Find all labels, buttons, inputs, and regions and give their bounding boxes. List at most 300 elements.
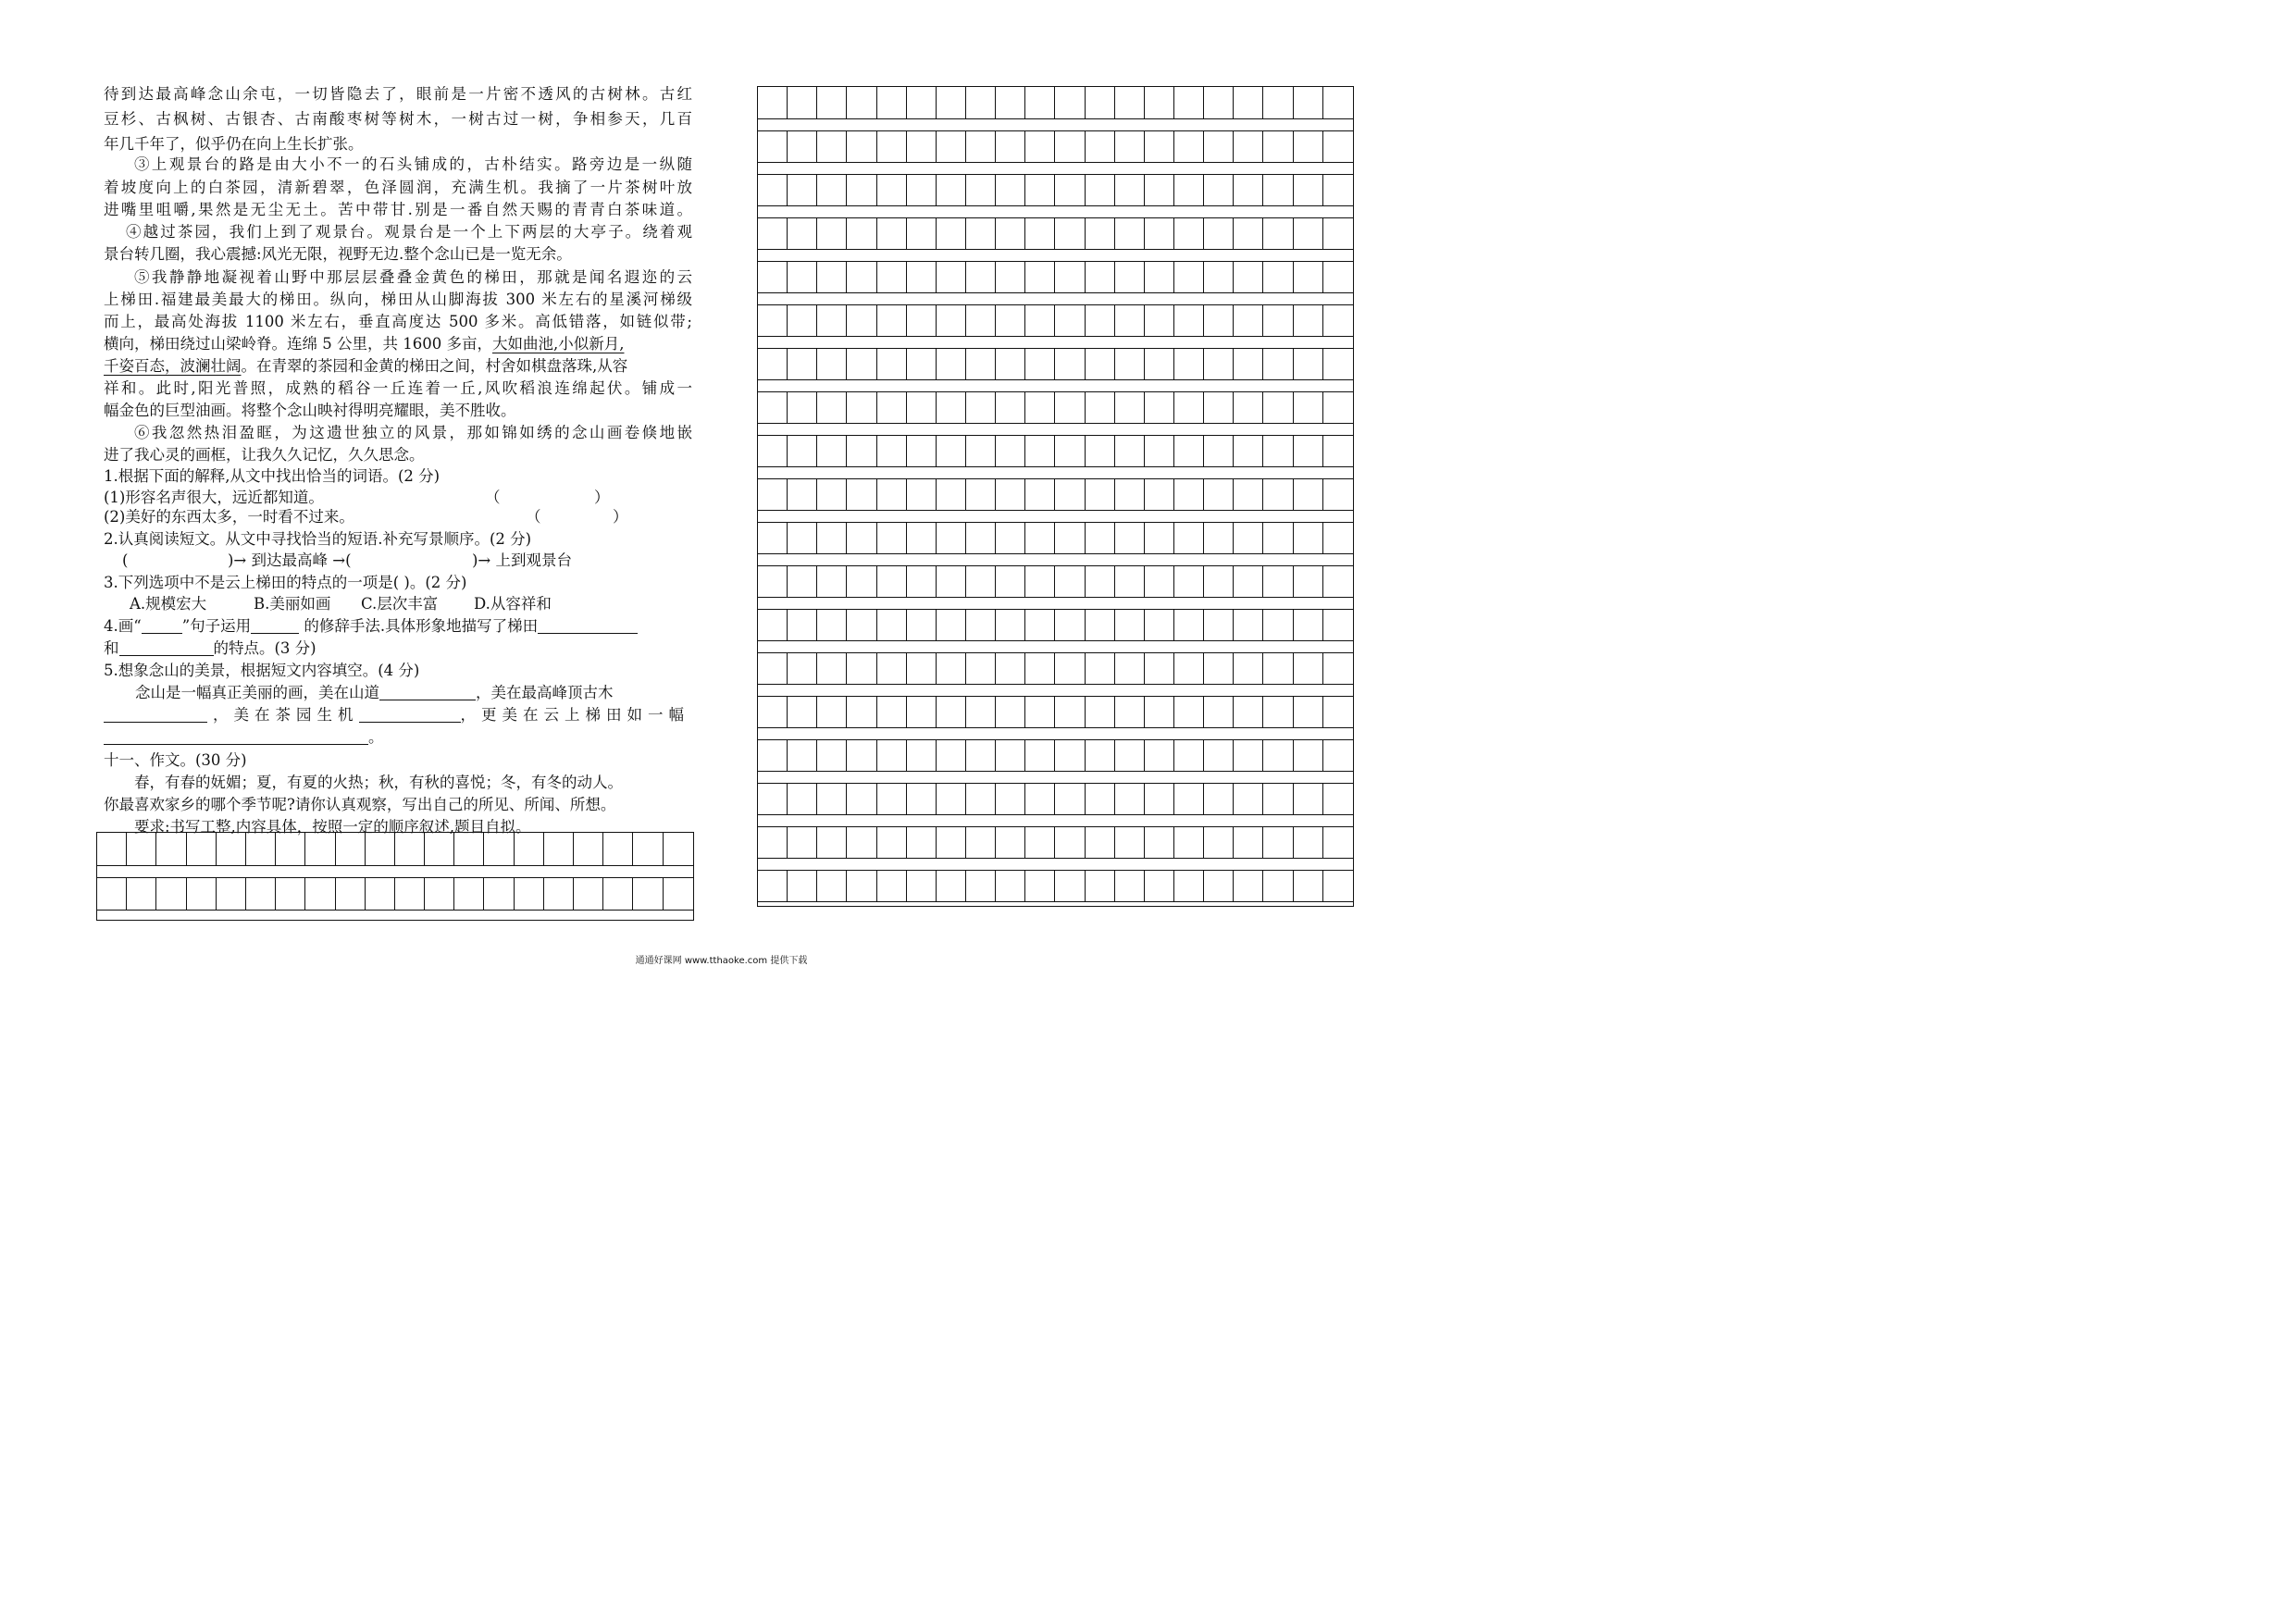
grid-cell[interactable] [1025, 652, 1055, 685]
grid-cell[interactable] [1263, 435, 1293, 467]
grid-cell[interactable] [847, 130, 876, 163]
grid-cell[interactable] [937, 652, 966, 685]
grid-cell[interactable] [996, 522, 1025, 554]
grid-cell[interactable] [1204, 783, 1234, 815]
grid-cell[interactable] [1086, 565, 1115, 598]
grid-cell[interactable] [1294, 696, 1323, 728]
grid-cell[interactable] [1294, 652, 1323, 685]
grid-cell[interactable] [1025, 217, 1055, 250]
grid-cell[interactable] [1263, 783, 1293, 815]
grid-cell[interactable] [907, 130, 937, 163]
grid-cell[interactable] [1086, 870, 1115, 902]
grid-cell[interactable] [966, 783, 996, 815]
grid-cell[interactable] [877, 870, 907, 902]
grid-cell[interactable] [664, 877, 693, 911]
grid-cell[interactable] [996, 652, 1025, 685]
grid-cell[interactable] [1025, 174, 1055, 206]
grid-cell[interactable] [276, 833, 305, 866]
grid-cell[interactable] [847, 652, 876, 685]
grid-cell[interactable] [966, 87, 996, 119]
grid-cell[interactable] [1145, 261, 1174, 293]
grid-cell[interactable] [1055, 783, 1085, 815]
grid-cell[interactable] [937, 696, 966, 728]
grid-cell[interactable] [1234, 261, 1263, 293]
grid-cell[interactable] [937, 522, 966, 554]
grid-cell[interactable] [996, 565, 1025, 598]
grid-cell[interactable] [1115, 130, 1145, 163]
grid-cell[interactable] [1055, 609, 1085, 641]
grid-cell[interactable] [817, 609, 847, 641]
grid-cell[interactable] [1086, 609, 1115, 641]
grid-cell[interactable] [1204, 826, 1234, 859]
grid-cell[interactable] [1055, 217, 1085, 250]
grid-cell[interactable] [1174, 348, 1204, 380]
grid-cell[interactable] [788, 261, 817, 293]
grid-cell[interactable] [758, 304, 788, 337]
grid-cell[interactable] [788, 522, 817, 554]
grid-cell[interactable] [758, 87, 788, 119]
grid-cell[interactable] [1025, 478, 1055, 511]
grid-cell[interactable] [877, 739, 907, 772]
grid-cell[interactable] [127, 833, 156, 866]
grid-cell[interactable] [1025, 261, 1055, 293]
grid-cell[interactable] [758, 783, 788, 815]
grid-cell[interactable] [1115, 696, 1145, 728]
grid-cell[interactable] [1234, 522, 1263, 554]
grid-cell[interactable] [1323, 348, 1353, 380]
grid-cell[interactable] [1263, 565, 1293, 598]
grid-cell[interactable] [817, 783, 847, 815]
grid-cell[interactable] [187, 833, 217, 866]
grid-cell[interactable] [817, 870, 847, 902]
grid-cell[interactable] [1115, 826, 1145, 859]
grid-cell[interactable] [966, 652, 996, 685]
grid-cell[interactable] [817, 130, 847, 163]
answer-blank[interactable] [104, 729, 368, 745]
writing-grid-left[interactable] [96, 832, 694, 921]
grid-cell[interactable] [1263, 696, 1293, 728]
grid-cell[interactable] [1234, 87, 1263, 119]
grid-cell[interactable] [996, 696, 1025, 728]
grid-cell[interactable] [246, 877, 276, 911]
grid-cell[interactable] [1263, 826, 1293, 859]
grid-cell[interactable] [1234, 478, 1263, 511]
grid-cell[interactable] [1115, 87, 1145, 119]
grid-cell[interactable] [907, 217, 937, 250]
grid-cell[interactable] [877, 348, 907, 380]
grid-cell[interactable] [937, 130, 966, 163]
grid-cell[interactable] [1263, 522, 1293, 554]
grid-cell[interactable] [788, 478, 817, 511]
grid-cell[interactable] [1294, 609, 1323, 641]
grid-cell[interactable] [937, 435, 966, 467]
grid-cell[interactable] [788, 696, 817, 728]
grid-cell[interactable] [996, 174, 1025, 206]
grid-cell[interactable] [1323, 652, 1353, 685]
grid-cell[interactable] [877, 609, 907, 641]
grid-cell[interactable] [1204, 391, 1234, 424]
grid-cell[interactable] [907, 870, 937, 902]
answer-blank[interactable] [251, 618, 299, 634]
grid-cell[interactable] [1204, 348, 1234, 380]
grid-cell[interactable] [1174, 217, 1204, 250]
grid-cell[interactable] [877, 435, 907, 467]
grid-cell[interactable] [758, 391, 788, 424]
grid-cell[interactable] [1145, 652, 1174, 685]
grid-cell[interactable] [1145, 870, 1174, 902]
grid-cell[interactable] [1025, 522, 1055, 554]
grid-cell[interactable] [1204, 174, 1234, 206]
grid-cell[interactable] [1086, 478, 1115, 511]
grid-cell[interactable] [1323, 522, 1353, 554]
grid-cell[interactable] [1234, 783, 1263, 815]
grid-cell[interactable] [217, 833, 246, 866]
grid-cell[interactable] [484, 833, 514, 866]
grid-cell[interactable] [966, 435, 996, 467]
grid-cell[interactable] [788, 739, 817, 772]
grid-cell[interactable] [1204, 696, 1234, 728]
answer-blank[interactable] [119, 640, 214, 656]
grid-cell[interactable] [633, 877, 663, 911]
grid-cell[interactable] [817, 565, 847, 598]
grid-cell[interactable] [1174, 435, 1204, 467]
grid-cell[interactable] [1234, 870, 1263, 902]
grid-cell[interactable] [817, 739, 847, 772]
grid-cell[interactable] [937, 174, 966, 206]
grid-cell[interactable] [758, 826, 788, 859]
grid-cell[interactable] [966, 348, 996, 380]
grid-cell[interactable] [366, 833, 395, 866]
grid-cell[interactable] [1086, 652, 1115, 685]
grid-cell[interactable] [187, 877, 217, 911]
grid-cell[interactable] [1115, 217, 1145, 250]
grid-cell[interactable] [305, 833, 335, 866]
grid-cell[interactable] [937, 261, 966, 293]
grid-cell[interactable] [1294, 391, 1323, 424]
grid-cell[interactable] [1086, 87, 1115, 119]
grid-cell[interactable] [276, 877, 305, 911]
grid-cell[interactable] [1145, 826, 1174, 859]
grid-cell[interactable] [847, 304, 876, 337]
grid-cell[interactable] [1234, 652, 1263, 685]
grid-cell[interactable] [877, 87, 907, 119]
grid-cell[interactable] [1055, 870, 1085, 902]
grid-cell[interactable] [788, 783, 817, 815]
grid-cell[interactable] [817, 478, 847, 511]
grid-cell[interactable] [907, 522, 937, 554]
grid-cell[interactable] [1086, 261, 1115, 293]
grid-cell[interactable] [603, 833, 633, 866]
grid-cell[interactable] [996, 304, 1025, 337]
grid-cell[interactable] [1294, 739, 1323, 772]
grid-cell[interactable] [847, 391, 876, 424]
grid-cell[interactable] [1025, 435, 1055, 467]
grid-cell[interactable] [907, 87, 937, 119]
grid-cell[interactable] [877, 478, 907, 511]
grid-cell[interactable] [847, 609, 876, 641]
grid-cell[interactable] [788, 870, 817, 902]
grid-cell[interactable] [1145, 565, 1174, 598]
grid-cell[interactable] [877, 391, 907, 424]
grid-cell[interactable] [484, 877, 514, 911]
grid-cell[interactable] [1055, 174, 1085, 206]
grid-cell[interactable] [937, 739, 966, 772]
grid-cell[interactable] [366, 877, 395, 911]
grid-cell[interactable] [336, 833, 366, 866]
grid-cell[interactable] [996, 478, 1025, 511]
grid-cell[interactable] [156, 833, 186, 866]
grid-cell[interactable] [907, 478, 937, 511]
grid-cell[interactable] [1055, 261, 1085, 293]
grid-cell[interactable] [996, 826, 1025, 859]
grid-cell[interactable] [907, 652, 937, 685]
grid-cell[interactable] [847, 783, 876, 815]
grid-cell[interactable] [1115, 435, 1145, 467]
grid-cell[interactable] [966, 522, 996, 554]
grid-cell[interactable] [1025, 87, 1055, 119]
grid-cell[interactable] [1115, 261, 1145, 293]
grid-cell[interactable] [996, 130, 1025, 163]
grid-cell[interactable] [758, 522, 788, 554]
grid-cell[interactable] [966, 304, 996, 337]
grid-cell[interactable] [1204, 87, 1234, 119]
grid-cell[interactable] [907, 304, 937, 337]
grid-cell[interactable] [1294, 522, 1323, 554]
grid-cell[interactable] [907, 696, 937, 728]
grid-cell[interactable] [1115, 391, 1145, 424]
grid-cell[interactable] [788, 130, 817, 163]
grid-cell[interactable] [1234, 217, 1263, 250]
grid-cell[interactable] [907, 826, 937, 859]
grid-cell[interactable] [1234, 696, 1263, 728]
grid-cell[interactable] [758, 174, 788, 206]
grid-cell[interactable] [1055, 435, 1085, 467]
grid-cell[interactable] [1294, 87, 1323, 119]
grid-cell[interactable] [1294, 174, 1323, 206]
grid-cell[interactable] [1323, 696, 1353, 728]
grid-cell[interactable] [1204, 522, 1234, 554]
grid-cell[interactable] [847, 435, 876, 467]
grid-cell[interactable] [996, 391, 1025, 424]
grid-cell[interactable] [664, 833, 693, 866]
grid-cell[interactable] [788, 217, 817, 250]
grid-cell[interactable] [1263, 391, 1293, 424]
grid-cell[interactable] [1145, 348, 1174, 380]
grid-cell[interactable] [1174, 739, 1204, 772]
grid-cell[interactable] [1294, 217, 1323, 250]
grid-cell[interactable] [907, 174, 937, 206]
grid-cell[interactable] [996, 870, 1025, 902]
grid-cell[interactable] [1234, 609, 1263, 641]
grid-cell[interactable] [1055, 826, 1085, 859]
grid-cell[interactable] [1174, 565, 1204, 598]
grid-cell[interactable] [1086, 783, 1115, 815]
grid-cell[interactable] [1055, 87, 1085, 119]
grid-cell[interactable] [1025, 870, 1055, 902]
grid-cell[interactable] [788, 435, 817, 467]
grid-cell[interactable] [1204, 261, 1234, 293]
grid-cell[interactable] [217, 877, 246, 911]
grid-cell[interactable] [758, 609, 788, 641]
grid-cell[interactable] [817, 174, 847, 206]
grid-cell[interactable] [937, 826, 966, 859]
grid-cell[interactable] [425, 877, 454, 911]
grid-cell[interactable] [1145, 739, 1174, 772]
grid-cell[interactable] [877, 174, 907, 206]
grid-cell[interactable] [1204, 130, 1234, 163]
grid-cell[interactable] [1174, 261, 1204, 293]
grid-cell[interactable] [817, 304, 847, 337]
grid-cell[interactable] [1234, 304, 1263, 337]
grid-cell[interactable] [1115, 870, 1145, 902]
grid-cell[interactable] [156, 877, 186, 911]
grid-cell[interactable] [1174, 130, 1204, 163]
grid-cell[interactable] [966, 391, 996, 424]
grid-cell[interactable] [1294, 261, 1323, 293]
grid-cell[interactable] [1294, 783, 1323, 815]
grid-cell[interactable] [1263, 478, 1293, 511]
grid-cell[interactable] [877, 304, 907, 337]
grid-cell[interactable] [966, 696, 996, 728]
grid-cell[interactable] [1234, 739, 1263, 772]
grid-cell[interactable] [877, 130, 907, 163]
grid-cell[interactable] [1145, 391, 1174, 424]
grid-cell[interactable] [1145, 609, 1174, 641]
grid-cell[interactable] [1055, 304, 1085, 337]
grid-cell[interactable] [1323, 739, 1353, 772]
grid-cell[interactable] [966, 739, 996, 772]
grid-cell[interactable] [336, 877, 366, 911]
grid-cell[interactable] [1263, 739, 1293, 772]
grid-cell[interactable] [1294, 826, 1323, 859]
grid-cell[interactable] [1234, 391, 1263, 424]
grid-cell[interactable] [817, 522, 847, 554]
grid-cell[interactable] [758, 348, 788, 380]
grid-cell[interactable] [1294, 870, 1323, 902]
grid-cell[interactable] [937, 609, 966, 641]
grid-cell[interactable] [1115, 478, 1145, 511]
grid-cell[interactable] [1323, 565, 1353, 598]
grid-cell[interactable] [847, 870, 876, 902]
grid-cell[interactable] [425, 833, 454, 866]
grid-cell[interactable] [817, 348, 847, 380]
grid-cell[interactable] [817, 87, 847, 119]
grid-cell[interactable] [966, 826, 996, 859]
grid-cell[interactable] [758, 696, 788, 728]
grid-cell[interactable] [996, 217, 1025, 250]
grid-cell[interactable] [847, 478, 876, 511]
grid-cell[interactable] [1115, 783, 1145, 815]
grid-cell[interactable] [97, 877, 127, 911]
grid-cell[interactable] [1145, 696, 1174, 728]
grid-cell[interactable] [877, 565, 907, 598]
grid-cell[interactable] [1055, 522, 1085, 554]
grid-cell[interactable] [127, 877, 156, 911]
grid-cell[interactable] [1323, 826, 1353, 859]
grid-cell[interactable] [1025, 609, 1055, 641]
grid-cell[interactable] [877, 261, 907, 293]
grid-cell[interactable] [1115, 652, 1145, 685]
grid-cell[interactable] [454, 833, 484, 866]
grid-cell[interactable] [817, 261, 847, 293]
grid-cell[interactable] [1055, 391, 1085, 424]
grid-cell[interactable] [996, 739, 1025, 772]
grid-cell[interactable] [1055, 348, 1085, 380]
grid-cell[interactable] [1263, 87, 1293, 119]
writing-grid-right[interactable] [757, 86, 1354, 907]
grid-cell[interactable] [817, 652, 847, 685]
grid-cell[interactable] [1055, 739, 1085, 772]
grid-cell[interactable] [817, 696, 847, 728]
grid-cell[interactable] [574, 833, 603, 866]
grid-cell[interactable] [847, 522, 876, 554]
grid-cell[interactable] [1086, 174, 1115, 206]
grid-cell[interactable] [1174, 783, 1204, 815]
grid-cell[interactable] [97, 833, 127, 866]
grid-cell[interactable] [1025, 826, 1055, 859]
grid-cell[interactable] [817, 435, 847, 467]
grid-cell[interactable] [1174, 826, 1204, 859]
grid-cell[interactable] [937, 87, 966, 119]
grid-cell[interactable] [1025, 783, 1055, 815]
grid-cell[interactable] [1115, 304, 1145, 337]
grid-cell[interactable] [788, 174, 817, 206]
grid-cell[interactable] [758, 870, 788, 902]
grid-cell[interactable] [1145, 435, 1174, 467]
grid-cell[interactable] [1055, 565, 1085, 598]
grid-cell[interactable] [1263, 870, 1293, 902]
grid-cell[interactable] [1323, 609, 1353, 641]
answer-blank[interactable] [379, 685, 476, 700]
grid-cell[interactable] [603, 877, 633, 911]
grid-cell[interactable] [996, 348, 1025, 380]
grid-cell[interactable] [1204, 565, 1234, 598]
grid-cell[interactable] [1323, 783, 1353, 815]
grid-cell[interactable] [1145, 217, 1174, 250]
grid-cell[interactable] [966, 174, 996, 206]
grid-cell[interactable] [1204, 304, 1234, 337]
grid-cell[interactable] [1234, 565, 1263, 598]
grid-cell[interactable] [1204, 217, 1234, 250]
grid-cell[interactable] [1055, 652, 1085, 685]
grid-cell[interactable] [1115, 565, 1145, 598]
grid-cell[interactable] [1086, 696, 1115, 728]
grid-cell[interactable] [907, 348, 937, 380]
grid-cell[interactable] [1323, 435, 1353, 467]
grid-cell[interactable] [1174, 391, 1204, 424]
grid-cell[interactable] [1174, 609, 1204, 641]
grid-cell[interactable] [246, 833, 276, 866]
grid-cell[interactable] [1145, 522, 1174, 554]
grid-cell[interactable] [1294, 565, 1323, 598]
grid-cell[interactable] [1025, 348, 1055, 380]
grid-cell[interactable] [1025, 696, 1055, 728]
answer-blank[interactable] [538, 618, 638, 634]
grid-cell[interactable] [1115, 522, 1145, 554]
grid-cell[interactable] [544, 833, 574, 866]
grid-cell[interactable] [515, 833, 544, 866]
grid-cell[interactable] [817, 217, 847, 250]
grid-cell[interactable] [907, 565, 937, 598]
grid-cell[interactable] [877, 826, 907, 859]
grid-cell[interactable] [847, 739, 876, 772]
grid-cell[interactable] [877, 652, 907, 685]
grid-cell[interactable] [1294, 130, 1323, 163]
grid-cell[interactable] [788, 348, 817, 380]
grid-cell[interactable] [454, 877, 484, 911]
grid-cell[interactable] [937, 348, 966, 380]
grid-cell[interactable] [1115, 174, 1145, 206]
